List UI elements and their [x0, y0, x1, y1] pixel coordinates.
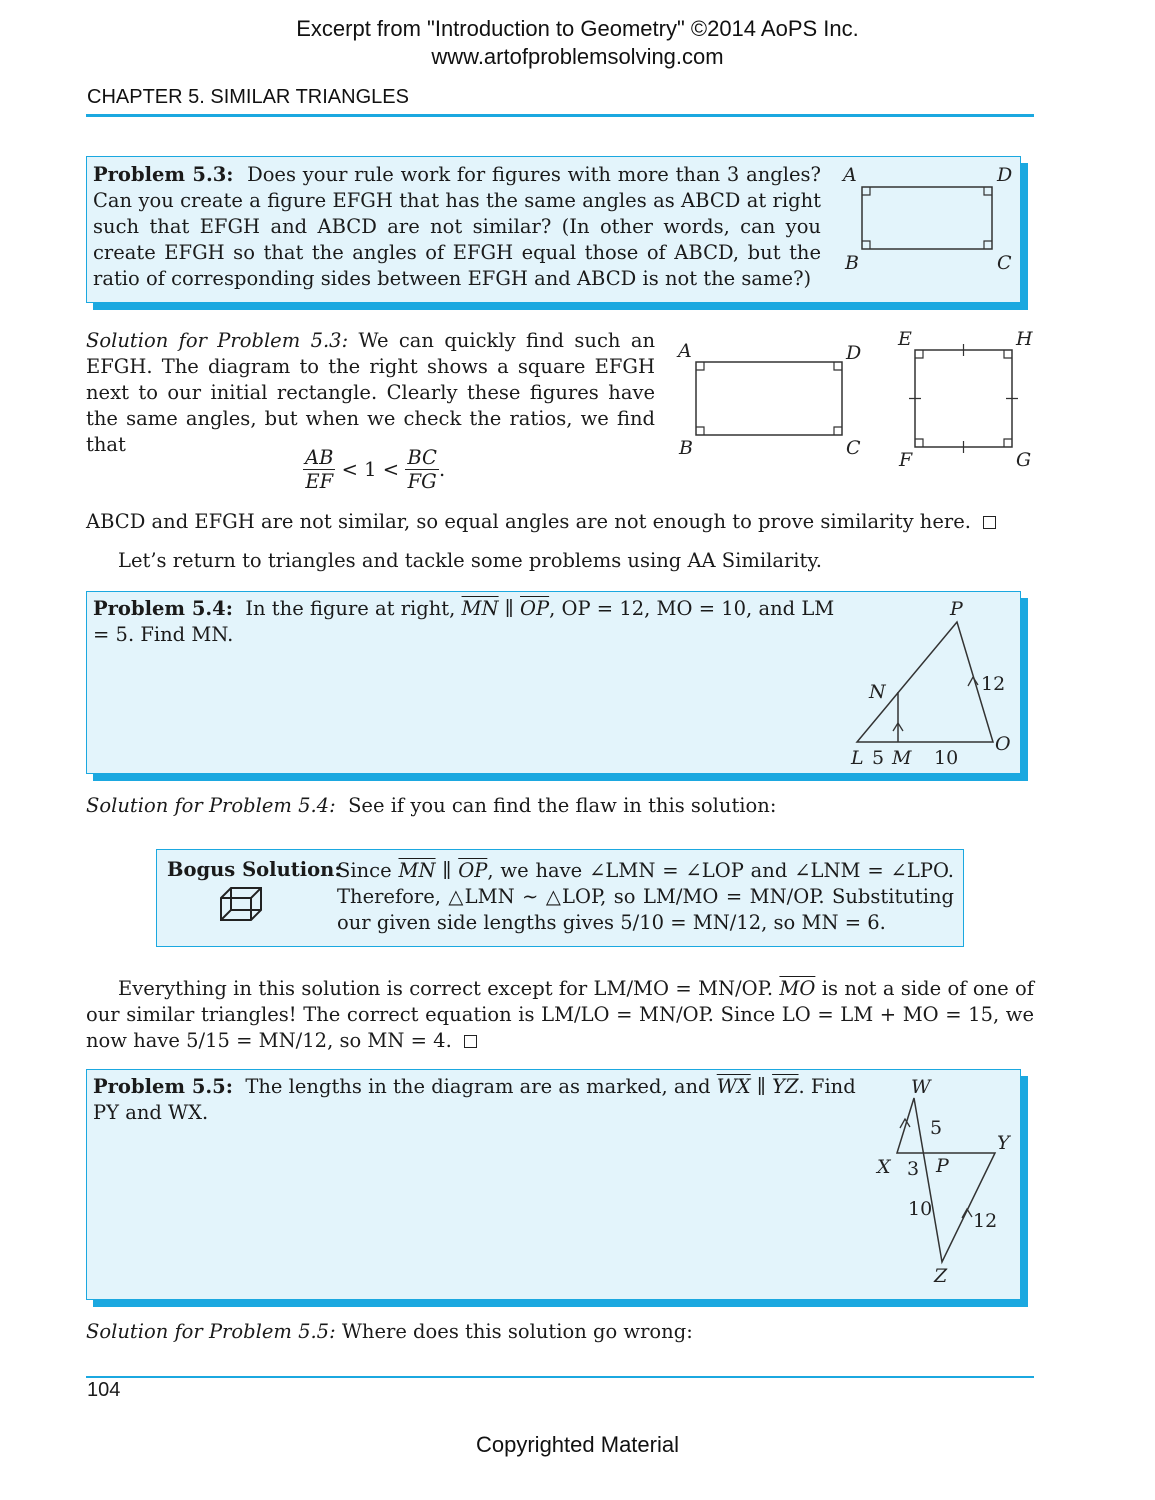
solution-5-5-body: Where does this solution go wrong:	[341, 1320, 693, 1343]
segment-yz: $\overline{YZ}$	[772, 1075, 799, 1098]
header-rule	[86, 114, 1034, 117]
bogus-text: Since $\overline{MN}$ ∥ $\overline{OP}$, we have ∠LMN = ∠LOP and ∠LNM = ∠LPO. Therefore, △LMN ∼ △LOP, so LM/MO = MN/OP. Substituting our given side lengths gives 5/10 = MN/12, so MN = 6.	[337, 859, 954, 934]
solution-5-5-lead: Solution for Problem 5.5:	[86, 1320, 336, 1343]
label-l: L	[851, 747, 864, 769]
explanation-pre: Everything in this solution is correct except for LM/MO = MN/OP.	[118, 977, 774, 1000]
inequality-middle: < 1 <	[341, 458, 400, 481]
label-3: 3	[907, 1158, 920, 1180]
solution-5-5-text	[86, 1319, 693, 1345]
p54-pre: In the figure at right,	[245, 597, 456, 620]
problem-5-3-text	[93, 162, 821, 292]
solution-5-3-conclusion	[86, 509, 1034, 535]
solution-5-3-lead: Solution for Problem 5.3:	[86, 329, 349, 352]
solution-5-3-text	[86, 328, 655, 458]
problem-5-3-box	[86, 156, 1021, 303]
label-5: 5	[872, 747, 885, 769]
label-12: 12	[981, 673, 1006, 695]
label-x: X	[877, 1156, 891, 1178]
label-n: N	[869, 681, 886, 703]
label-10: 10	[908, 1198, 933, 1220]
square-label-g: G	[1016, 449, 1032, 471]
label-5: 5	[930, 1117, 943, 1139]
rectangle-figure-abcd	[837, 157, 1017, 282]
fraction-ab-ef	[303, 446, 335, 493]
parallel-symbol: ∥	[504, 597, 514, 620]
bogus-post: , we have ∠LMN = ∠LOP and ∠LNM = ∠LPO. Therefore, △LMN ∼ △LOP, so LM/MO = MN/OP. Substituting our given side lengths gives 5/10 = MN/12, so MN = 6.	[337, 859, 954, 934]
label-p: P	[950, 598, 963, 620]
bogus-segment-op: $\overline{OP}$	[458, 859, 488, 882]
label-a: A	[843, 164, 857, 186]
solution-5-4-body: See if you can find the flaw in this solution:	[348, 794, 777, 817]
square-label-f: F	[899, 449, 913, 471]
problem-5-4-label: Problem 5.4:	[93, 597, 233, 620]
label-b: B	[845, 252, 859, 274]
problem-5-5-text: Problem 5.5: The lengths in the diagram are as marked, and $\overline{WX}$ ∥ $\overline{YZ}$. Find PY and WX.	[93, 1075, 856, 1124]
problem-5-4-box	[86, 591, 1021, 774]
ratio-inequality: $\frac{AB}{EF}$ < 1 < $\frac{BC}{FG}$ .	[305, 446, 446, 493]
segment-op: $\overline{OP}$	[520, 597, 550, 620]
problem-5-3-label: Problem 5.3:	[93, 163, 234, 186]
rect-label-c: C	[846, 437, 861, 459]
explanation-post: is not a side of one of our similar triangles! The correct equation is LM/LO = MN/OP. Since LO = LM + MO = 15, we now have 5/15 = MN/12, so MN = 4.	[86, 977, 1035, 1052]
rect-label-b: B	[679, 437, 693, 459]
label-p: P	[936, 1155, 949, 1177]
conclusion-text: ABCD and EFGH are not similar, so equal angles are not enough to prove similarity here.	[86, 510, 971, 533]
frac1-numerator: AB	[305, 446, 334, 469]
excerpt-line: Excerpt from "Introduction to Geometry" ©2014 AoPS Inc.	[296, 16, 859, 41]
label-12: 12	[973, 1210, 998, 1232]
segment-mn: $\overline{MN}$	[461, 597, 499, 620]
frac2-denominator: FG	[407, 470, 437, 493]
chapter-heading: CHAPTER 5. SIMILAR TRIANGLES	[87, 86, 409, 108]
bogus-solution-box	[156, 849, 964, 947]
label-y: Y	[997, 1132, 1010, 1154]
bogus-segment-mn: $\overline{MN}$	[398, 859, 436, 882]
square-label-h: H	[1016, 328, 1033, 350]
copyright-notice: Copyrighted Material	[476, 1432, 679, 1457]
solution-5-4-lead: Solution for Problem 5.4:	[86, 794, 336, 817]
page-number: 104	[87, 1379, 121, 1401]
bogus-label: Bogus Solution:	[167, 858, 342, 881]
frac1-denominator: EF	[305, 470, 334, 493]
label-z: Z	[934, 1265, 948, 1287]
rect-label-d: D	[846, 342, 862, 364]
cube-icon	[219, 886, 265, 922]
p55-pre: The lengths in the diagram are as marked, and	[245, 1075, 711, 1098]
segment-mo: $\overline{MO}$	[779, 977, 816, 1000]
segment-wx: $\overline{WX}$	[716, 1075, 751, 1098]
website-line: www.artofproblemsolving.com	[431, 44, 724, 69]
label-o: O	[995, 733, 1011, 755]
problem-5-5-label: Problem 5.5:	[93, 1075, 233, 1098]
label-d: D	[997, 164, 1013, 186]
qed-square-icon	[464, 1035, 477, 1048]
label-w: W	[911, 1076, 931, 1098]
rect-label-a: A	[678, 340, 692, 362]
label-10: 10	[934, 747, 959, 769]
rectangle-and-square-figure	[670, 325, 1045, 475]
footer-rule	[86, 1376, 1034, 1378]
bogus-pre: Since	[337, 859, 392, 882]
solution-5-3-body: We can quickly find such an EFGH. The diagram to the right shows a square EFGH next to our initial rectangle. Clearly these figures have the same angles, but when we check the ratios, we find that	[86, 329, 656, 456]
solution-5-4-text	[86, 793, 776, 819]
crossed-triangles-figure	[867, 1070, 1017, 1295]
frac2-numerator: BC	[407, 446, 437, 469]
problem-5-3-body: Does your rule work for figures with more than 3 angles? Can you create a figure EFGH that has the same angles as ABCD at right such that EFGH and ABCD are not similar? (In other words, can you create EFGH so that the angles of EFGH equal those of ABCD, but the ratio of corresponding sides between EFGH and ABCD is not the same?)	[93, 163, 822, 290]
p54-post: , OP = 12, MO = 10, and LM = 5. Find MN.	[93, 597, 835, 646]
label-m: M	[892, 747, 912, 769]
qed-square-icon	[983, 516, 996, 529]
fraction-bc-fg	[405, 446, 439, 493]
triangle-lop-figure	[837, 592, 1017, 772]
p55-post: . Find PY and WX.	[93, 1075, 856, 1124]
explanation-text	[86, 976, 1034, 1054]
label-c: C	[997, 252, 1012, 274]
problem-5-4-text	[93, 596, 835, 648]
transition-text: Let’s return to triangles and tackle some problems using AA Similarity.	[118, 549, 823, 572]
problem-5-5-box	[86, 1069, 1021, 1300]
square-label-e: E	[898, 328, 912, 350]
